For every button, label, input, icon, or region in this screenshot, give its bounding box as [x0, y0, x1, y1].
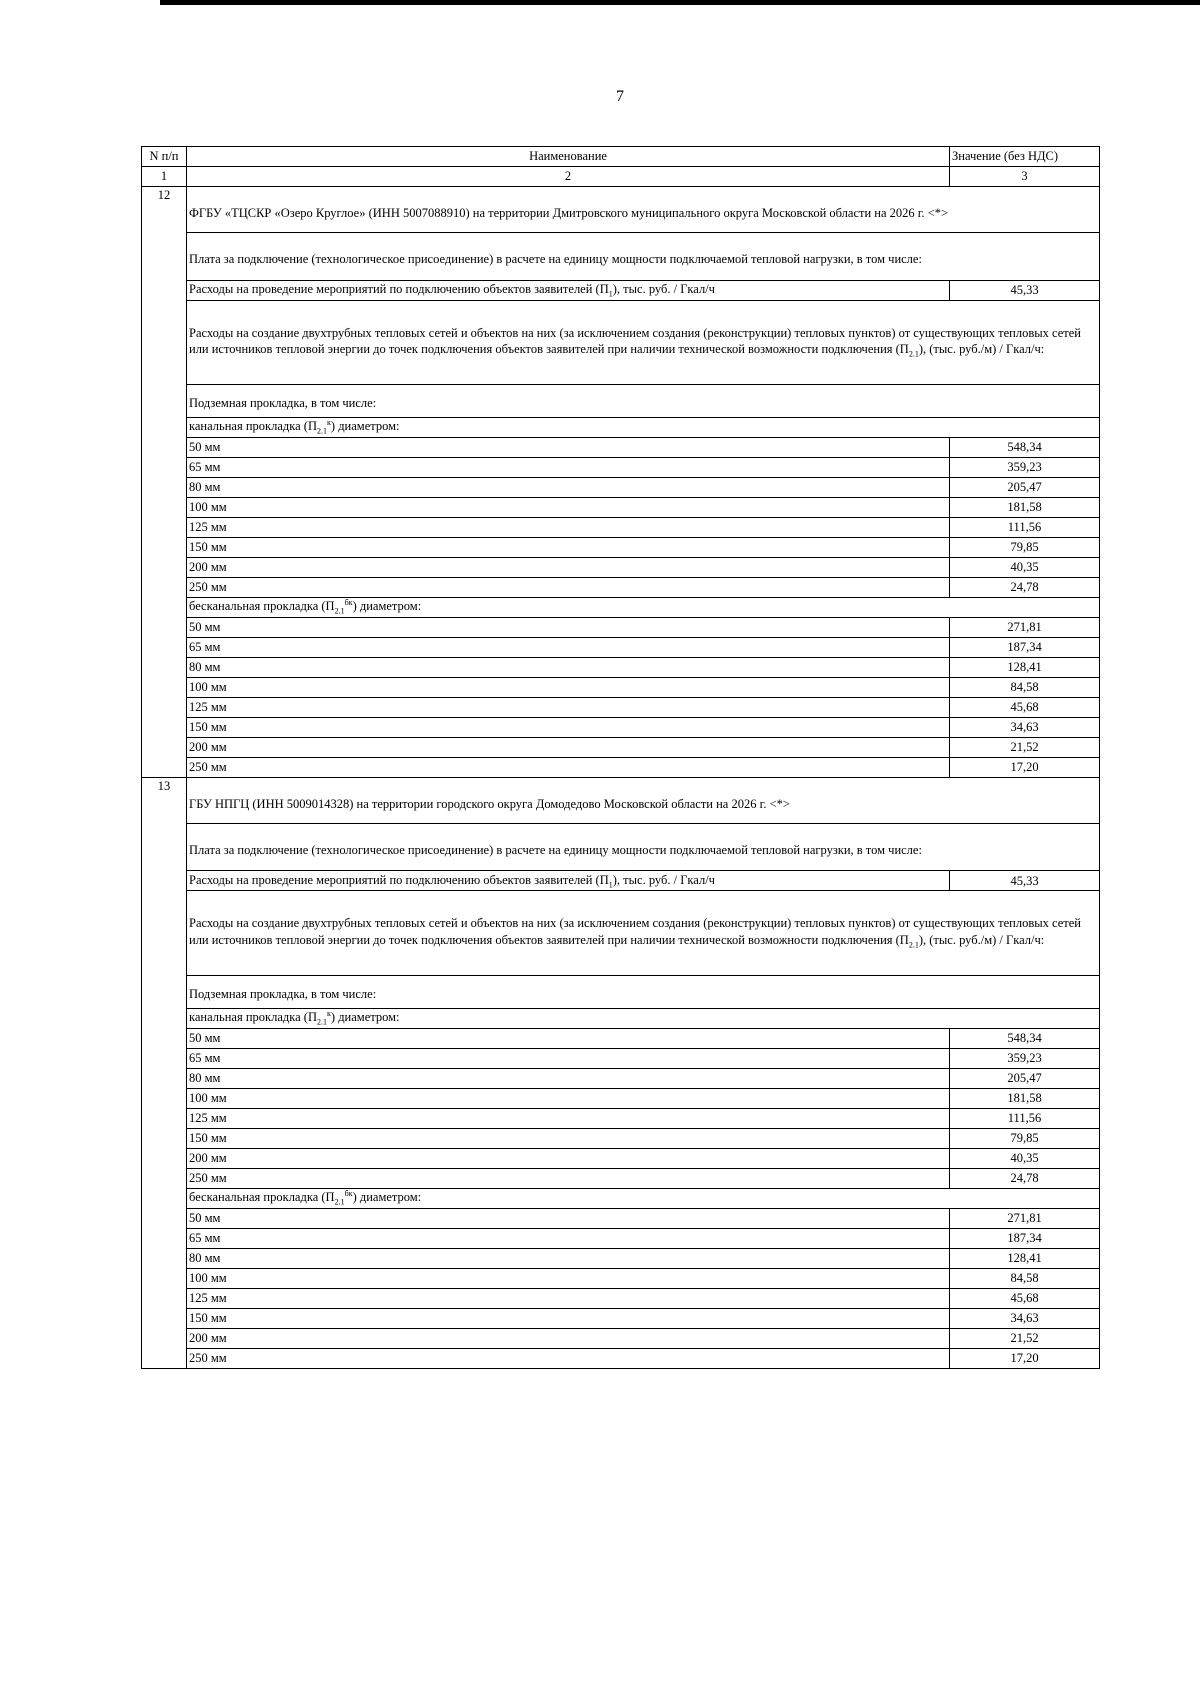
channel-row-value: 205,47 — [950, 1068, 1100, 1088]
channelless-row-label: 65 мм — [187, 637, 950, 657]
channel-row — [142, 497, 1100, 517]
p1-row-value: 45,33 — [950, 871, 1100, 891]
channelless-row — [142, 657, 1100, 677]
channel-row-label: 80 мм — [187, 477, 950, 497]
channelless-row-label: 65 мм — [187, 1228, 950, 1248]
p1-row — [142, 280, 1100, 300]
scan-edge — [160, 0, 1200, 5]
channel-row — [142, 1108, 1100, 1128]
channelless-row-value: 128,41 — [950, 1248, 1100, 1268]
channelless-row-label: 100 мм — [187, 1268, 950, 1288]
channelless-row-label: 200 мм — [187, 737, 950, 757]
channel-row-value: 548,34 — [950, 437, 1100, 457]
channel-row-value: 111,56 — [950, 517, 1100, 537]
header-name: Наименование — [187, 147, 950, 167]
p21-description — [142, 300, 1100, 384]
channelless-row-label: 50 мм — [187, 617, 950, 637]
channel-row-label: 125 мм — [187, 517, 950, 537]
page-number: 7 — [616, 88, 624, 105]
channelless-row — [142, 1208, 1100, 1228]
channelless-row-label: 50 мм — [187, 1208, 950, 1228]
p21-description-text: Расходы на создание двухтрубных тепловых сетей и объектов на них (за исключением создания (реконструкции) тепловых пунктов) от существующих тепловых сетей или источников тепловой энергии до точек подключения объектов заявителей при наличии технической возможности подключения $(П_{2.1})$, (тыс. руб./м) / Гкал/ч: — [187, 891, 1100, 975]
channel-row — [142, 1128, 1100, 1148]
channelless-row — [142, 737, 1100, 757]
channel-row — [142, 457, 1100, 477]
channel-row-value: 24,78 — [950, 577, 1100, 597]
channel-row-label: 150 мм — [187, 537, 950, 557]
channelless-row-value: 21,52 — [950, 1328, 1100, 1348]
channelless-row-value: 21,52 — [950, 737, 1100, 757]
fee-description — [142, 824, 1100, 871]
channel-row-value: 205,47 — [950, 477, 1100, 497]
fee-description-text: Плата за подключение (технологическое присоединение) в расчете на единицу мощности подключаемой тепловой нагрузки, в том числе: — [187, 233, 1100, 280]
column-number-row — [142, 167, 1100, 187]
channelless-row — [142, 637, 1100, 657]
channel-row-value: 359,23 — [950, 457, 1100, 477]
col-number-3: 3 — [950, 167, 1100, 187]
channelless-row — [142, 1228, 1100, 1248]
channelless-label — [142, 1188, 1100, 1208]
channel-row — [142, 517, 1100, 537]
channelless-row — [142, 1248, 1100, 1268]
underground-label-text: Подземная прокладка, в том числе: — [187, 384, 1100, 417]
channel-row-label: 150 мм — [187, 1128, 950, 1148]
section-title — [142, 187, 1100, 233]
channel-row — [142, 1048, 1100, 1068]
channelless-row — [142, 717, 1100, 737]
channel-row — [142, 1088, 1100, 1108]
section-number: 13 — [142, 777, 187, 1368]
p21-description — [142, 891, 1100, 975]
channel-row-label: 65 мм — [187, 1048, 950, 1068]
channelless-row-value: 187,34 — [950, 637, 1100, 657]
fee-description — [142, 233, 1100, 280]
channelless-row — [142, 757, 1100, 777]
section-number: 12 — [142, 187, 187, 778]
channelless-row-label: 150 мм — [187, 717, 950, 737]
channelless-row — [142, 697, 1100, 717]
p21-description-text: Расходы на создание двухтрубных тепловых сетей и объектов на них (за исключением создания (реконструкции) тепловых пунктов) от существующих тепловых сетей или источников тепловой энергии до точек подключения объектов заявителей при наличии технической возможности подключения $(П_{2.1})$, (тыс. руб./м) / Гкал/ч: — [187, 300, 1100, 384]
channelless-row-label: 100 мм — [187, 677, 950, 697]
col-number-2: 2 — [187, 167, 950, 187]
channel-row-label: 125 мм — [187, 1108, 950, 1128]
channelless-row-value: 17,20 — [950, 1348, 1100, 1368]
p1-row-label: Расходы на проведение мероприятий по подключению объектов заявителей $(П_1)$, тыс. руб. / Гкал/ч — [187, 280, 950, 300]
channel-row — [142, 1068, 1100, 1088]
channel-row-label: 250 мм — [187, 577, 950, 597]
channelless-label-text: бесканальная прокладка $(П_{2.1}^{бк})$ диаметром: — [187, 597, 1100, 617]
channelless-row-value: 84,58 — [950, 1268, 1100, 1288]
section-title — [142, 777, 1100, 823]
channel-row — [142, 557, 1100, 577]
channel-row — [142, 1028, 1100, 1048]
channelless-row-label: 125 мм — [187, 697, 950, 717]
channelless-label — [142, 597, 1100, 617]
channelless-row-label: 125 мм — [187, 1288, 950, 1308]
channelless-row — [142, 677, 1100, 697]
channel-row-value: 79,85 — [950, 1128, 1100, 1148]
channelless-row-label: 250 мм — [187, 757, 950, 777]
channelless-row-value: 45,68 — [950, 697, 1100, 717]
underground-label — [142, 975, 1100, 1008]
channelless-label-text: бесканальная прокладка $(П_{2.1}^{бк})$ диаметром: — [187, 1188, 1100, 1208]
channelless-row — [142, 1288, 1100, 1308]
channelless-row-value: 271,81 — [950, 1208, 1100, 1228]
channelless-row — [142, 1308, 1100, 1328]
channelless-row-label: 150 мм — [187, 1308, 950, 1328]
channel-row-value: 359,23 — [950, 1048, 1100, 1068]
channel-label — [142, 417, 1100, 437]
p1-row-value: 45,33 — [950, 280, 1100, 300]
underground-label — [142, 384, 1100, 417]
channelless-row-value: 271,81 — [950, 617, 1100, 637]
channel-row-label: 100 мм — [187, 497, 950, 517]
channelless-row-label: 80 мм — [187, 657, 950, 677]
channelless-row — [142, 1268, 1100, 1288]
channel-row-value: 111,56 — [950, 1108, 1100, 1128]
channelless-row-value: 34,63 — [950, 1308, 1100, 1328]
header-num: N п/п — [142, 147, 187, 167]
channel-row-value: 40,35 — [950, 1148, 1100, 1168]
channel-row — [142, 477, 1100, 497]
channel-row-value: 181,58 — [950, 1088, 1100, 1108]
channelless-row-label: 200 мм — [187, 1328, 950, 1348]
channel-row-value: 548,34 — [950, 1028, 1100, 1048]
channelless-row-label: 250 мм — [187, 1348, 950, 1368]
channelless-row-value: 34,63 — [950, 717, 1100, 737]
channelless-row-value: 187,34 — [950, 1228, 1100, 1248]
channel-row — [142, 1148, 1100, 1168]
channel-label-text: канальная прокладка $(П_{2.1}^к)$ диаметром: — [187, 1008, 1100, 1028]
channelless-row — [142, 1328, 1100, 1348]
channel-row-value: 24,78 — [950, 1168, 1100, 1188]
channel-row-label: 250 мм — [187, 1168, 950, 1188]
channel-row-label: 65 мм — [187, 457, 950, 477]
underground-label-text: Подземная прокладка, в том числе: — [187, 975, 1100, 1008]
channel-row-label: 200 мм — [187, 557, 950, 577]
p1-row-label: Расходы на проведение мероприятий по подключению объектов заявителей $(П_1)$, тыс. руб. / Гкал/ч — [187, 871, 950, 891]
channelless-row-label: 80 мм — [187, 1248, 950, 1268]
channelless-row — [142, 617, 1100, 637]
channel-row — [142, 537, 1100, 557]
channel-row-label: 50 мм — [187, 1028, 950, 1048]
channel-row — [142, 437, 1100, 457]
channel-row-label: 80 мм — [187, 1068, 950, 1088]
channelless-row — [142, 1348, 1100, 1368]
p1-row — [142, 871, 1100, 891]
fee-description-text: Плата за подключение (технологическое присоединение) в расчете на единицу мощности подключаемой тепловой нагрузки, в том числе: — [187, 824, 1100, 871]
channel-label-text: канальная прокладка $(П_{2.1}^к)$ диаметром: — [187, 417, 1100, 437]
channel-row-value: 79,85 — [950, 537, 1100, 557]
channel-row-value: 40,35 — [950, 557, 1100, 577]
channel-row-label: 100 мм — [187, 1088, 950, 1108]
channelless-row-value: 128,41 — [950, 657, 1100, 677]
channel-row-value: 181,58 — [950, 497, 1100, 517]
tariff-table — [141, 146, 1100, 1369]
channel-row-label: 50 мм — [187, 437, 950, 457]
header-value: Значение (без НДС) — [950, 147, 1100, 167]
section-title-text: ГБУ НПГЦ (ИНН 5009014328) на территории городского округа Домодедово Московской области на 2026 г. <*> — [187, 777, 1100, 823]
channel-label — [142, 1008, 1100, 1028]
channel-row — [142, 577, 1100, 597]
channelless-row-value: 17,20 — [950, 757, 1100, 777]
channel-row-label: 200 мм — [187, 1148, 950, 1168]
channelless-row-value: 45,68 — [950, 1288, 1100, 1308]
channel-row — [142, 1168, 1100, 1188]
col-number-1: 1 — [142, 167, 187, 187]
header-row — [142, 147, 1100, 167]
section-title-text: ФГБУ «ТЦСКР «Озеро Круглое» (ИНН 5007088910) на территории Дмитровского муниципального округа Московской области на 2026 г. <*> — [187, 187, 1100, 233]
channelless-row-value: 84,58 — [950, 677, 1100, 697]
